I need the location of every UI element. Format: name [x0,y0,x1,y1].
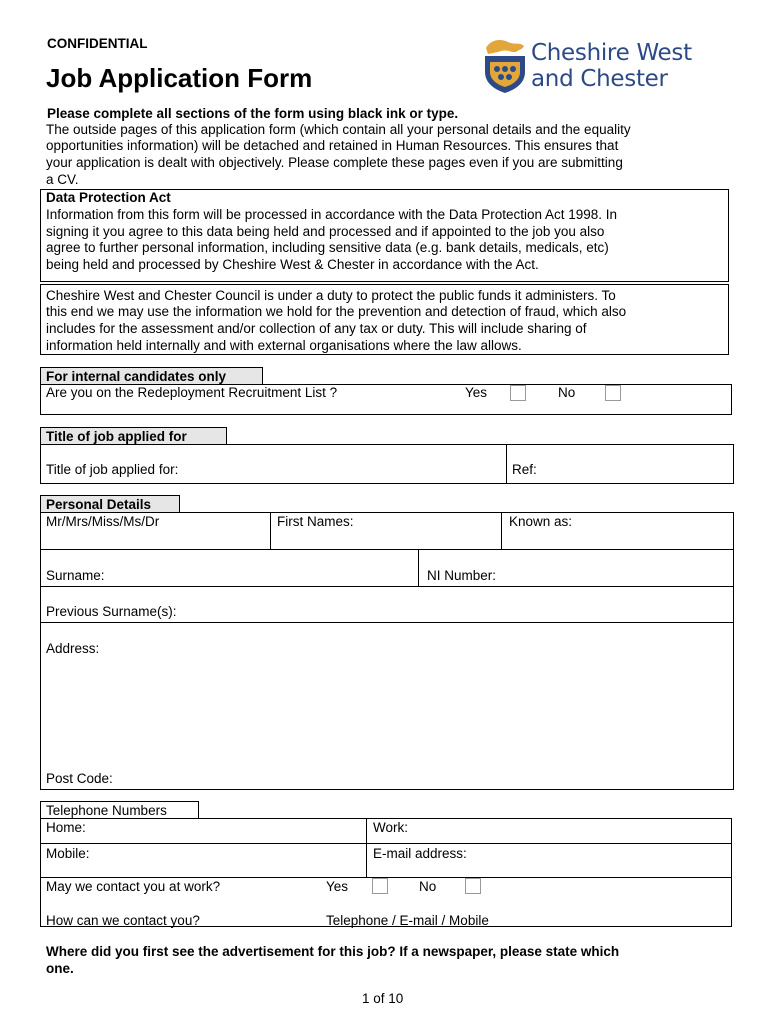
fraud-line-2: this end we may use the information we hold for the prevention and detection of fraud, which also [46,304,627,319]
job-ref-label: Ref: [512,462,537,477]
job-title-heading: Title of job applied for [40,427,227,445]
mobile-label: Mobile: [46,846,90,861]
post-code-field[interactable] [125,768,425,788]
previous-surname-label: Previous Surname(s): [46,604,177,619]
email-field[interactable] [485,846,728,875]
surname-label: Surname: [46,568,105,583]
known-as-label: Known as: [509,514,573,529]
personal-row-line-1 [40,549,734,550]
page-number: 1 of 10 [362,991,404,1006]
advert-question-line-2: one. [46,961,74,976]
title-field[interactable] [44,530,266,548]
telephone-heading: Telephone Numbers [40,801,199,819]
council-crest-icon [482,38,528,94]
work-phone-field[interactable] [418,820,728,841]
job-title-field-label: Title of job applied for: [46,462,179,477]
contact-work-yes-checkbox[interactable] [372,878,388,894]
logo-line-1: Cheshire West [531,40,692,66]
data-protection-line-4: being held and processed by Cheshire West & Chester in accordance with the Act. [46,257,539,272]
fraud-line-1: Cheshire West and Chester Council is under a duty to protect the public funds it administers. To [46,288,616,303]
redeployment-yes-checkbox[interactable] [510,385,526,401]
intro-line-2: opportunities information) will be detached and retained in Human Resources. This ensures that [46,138,619,153]
redeployment-question: Are you on the Redeployment Recruitment List ? [46,385,338,400]
job-title-input[interactable] [200,446,500,482]
post-code-label: Post Code: [46,771,113,786]
advert-question-line-1: Where did you first see the advertisement for this job? If a newspaper, please state which [46,944,620,959]
fraud-line-4: information held internally and with external organisations where the law allows. [46,338,522,353]
contact-at-work-question: May we contact you at work? [46,879,221,894]
telephone-divider [366,818,367,878]
personal-divider-3 [418,549,419,587]
job-ref-input[interactable] [545,446,730,482]
fraud-line-3: includes for the assessment and/or collection of any tax or duty. This will include sharing of [46,321,587,336]
contact-work-no-label: No [419,879,437,894]
redeployment-no-checkbox[interactable] [605,385,621,401]
previous-surname-field[interactable] [200,589,730,620]
data-protection-line-3: agree to further personal information, including sensitive data (e.g. bank details, medicals, etc) [46,240,609,255]
ni-number-label: NI Number: [427,568,497,583]
confidential-label: CONFIDENTIAL [47,36,148,51]
known-as-field[interactable] [505,530,731,548]
intro-line-4: a CV. [46,172,79,187]
mobile-field[interactable] [100,846,363,875]
contact-work-no-checkbox[interactable] [465,878,481,894]
how-contact-label: How can we contact you? [46,913,200,928]
address-label: Address: [46,641,100,656]
logo-line-2: and Chester [531,66,668,92]
first-names-label: First Names: [277,514,354,529]
job-title-divider [506,444,507,484]
redeployment-yes-label: Yes [465,385,488,400]
data-protection-line-2: signing it you agree to this data being held and processed and if appointed to the job you also [46,224,605,239]
redeployment-no-label: No [558,385,576,400]
contact-options[interactable]: Telephone / E-mail / Mobile [326,913,489,928]
personal-row-line-3 [40,622,734,623]
intro-line-1: The outside pages of this application form (which contain all your personal details and the equality [46,122,631,137]
work-phone-label: Work: [373,820,409,835]
personal-details-heading: Personal Details [40,495,180,513]
email-label: E-mail address: [373,846,467,861]
title-label: Mr/Mrs/Miss/Ms/Dr [46,514,160,529]
data-protection-line-1: Information from this form will be processed in accordance with the Data Protection Act 1998. In [46,207,618,222]
address-field[interactable] [44,660,730,765]
data-protection-heading: Data Protection Act [46,190,171,205]
first-names-field[interactable] [274,530,498,548]
home-phone-field[interactable] [95,820,363,841]
ni-number-field[interactable] [510,552,730,584]
personal-row-line-2 [40,586,734,587]
intro-line-3: your application is dealt with objectively. Please complete these pages even if you are submitting [46,155,623,170]
internal-candidates-heading: For internal candidates only [40,367,263,385]
personal-divider-2 [501,512,502,550]
contact-work-yes-label: Yes [326,879,349,894]
intro-instruction: Please complete all sections of the form using black ink or type. [47,106,459,121]
page-title: Job Application Form [46,63,313,93]
home-phone-label: Home: [46,820,86,835]
telephone-row-line-1 [40,843,732,844]
personal-divider-1 [270,512,271,550]
surname-field[interactable] [115,552,415,584]
council-logo [482,38,528,94]
